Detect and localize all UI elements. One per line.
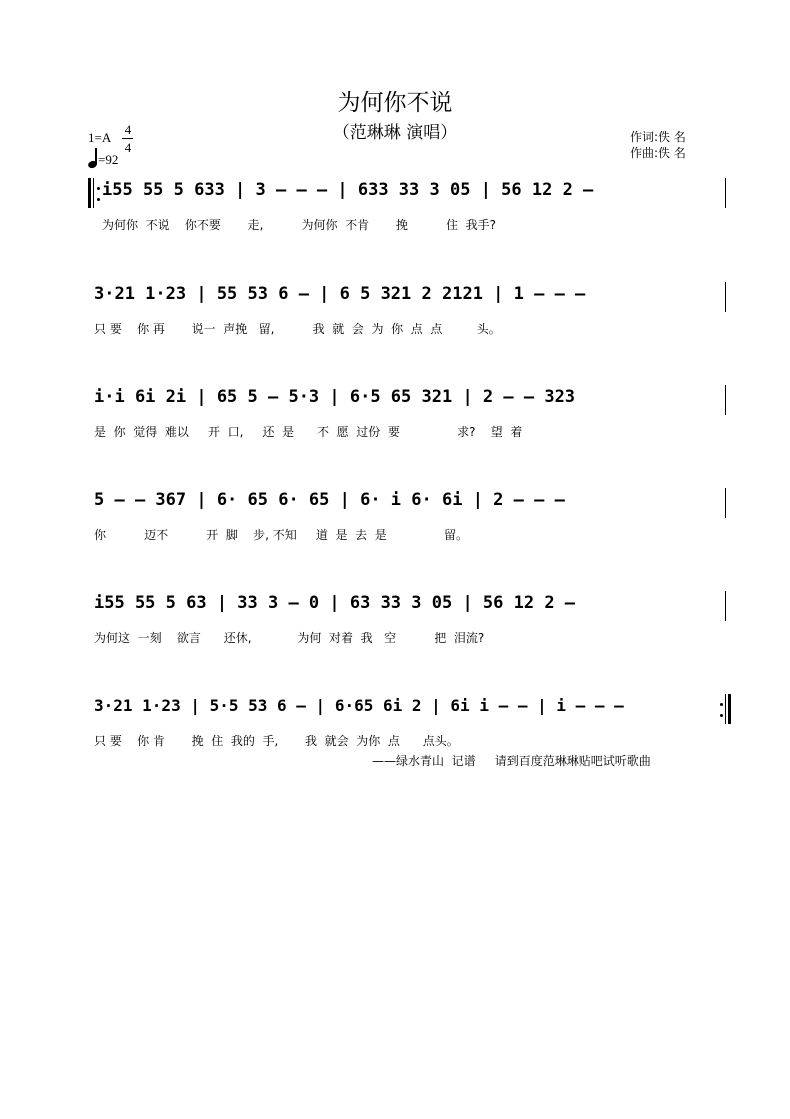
lyricist-credit: 作词:佚 名 <box>630 130 686 144</box>
transcriber-footer: ——绿水青山 记谱 请到百度范琳琳贴吧试听歌曲 <box>372 754 651 768</box>
key-signature: 1=A <box>88 130 112 145</box>
time-signature-bottom: 4 <box>124 140 132 155</box>
repeat-dot <box>97 198 100 201</box>
repeat-end-thick-bar <box>728 694 731 724</box>
notation-line: 3·21 1·23 | 55 53 6 — | 6 5 321 2 2121 | 1 — — — <box>94 284 586 304</box>
lyrics-line: 你 迈不 开 脚 步, 不知 道 是 去 是 留。 <box>94 528 468 542</box>
song-subtitle: （范琳琳 演唱） <box>332 123 458 143</box>
repeat-start-thin-bar <box>93 178 94 208</box>
notation-line: 3·21 1·23 | 5·5 53 6 — | 6·65 6i 2 | 6i i — — | i — — — <box>94 696 624 715</box>
lyrics-line: 为何这 一刻 欲言 还休, 为何 对着 我 空 把 泪流? <box>94 631 485 645</box>
system-end-barline <box>725 591 726 621</box>
repeat-dot <box>720 703 723 706</box>
tempo-marking <box>88 148 118 168</box>
lyrics-line: 只 要 你 再 说一 声挽 留, 我 就 会 为 你 点 点 头。 <box>94 322 501 336</box>
system-end-barline <box>725 282 726 312</box>
notation-line: i55 55 5 63 | 33 3 — 0 | 63 33 3 05 | 56 12 2 — <box>94 593 576 613</box>
quarter-note-icon <box>88 148 98 168</box>
notation-line: i55 55 5 633 | 3 — — — | 633 33 3 05 | 56 12 2 — <box>102 180 594 200</box>
notation-line: 5 — — 367 | 6· 65 6· 65 | 6· i 6· 6i | 2 — — — <box>94 490 565 510</box>
system-end-barline <box>725 385 726 415</box>
time-signature-line <box>122 138 133 139</box>
notation-line: i·i 6i 2i | 65 5 — 5·3 | 6·5 65 321 | 2 — — 323 <box>94 387 576 407</box>
repeat-end-thin-bar <box>725 694 726 724</box>
lyrics-line: 是 你 觉得 难以 开 口, 还 是 不 愿 过份 要 求? 望 着 <box>94 425 523 439</box>
repeat-start-thick-bar <box>88 178 91 208</box>
system-end-barline <box>725 178 726 208</box>
repeat-dot <box>720 714 723 717</box>
lyrics-line: 只 要 你 肯 挽 住 我的 手, 我 就会 为你 点 点头。 <box>94 734 459 748</box>
repeat-dot <box>97 187 100 190</box>
time-signature-top: 4 <box>124 122 132 137</box>
system-end-barline <box>725 488 726 518</box>
lyrics-line: 为何你 不说 你不要 走, 为何你 不肯 挽 住 我手? <box>102 218 497 232</box>
tempo-value: =92 <box>98 152 119 167</box>
composer-credit: 作曲:佚 名 <box>630 146 686 160</box>
song-title: 为何你不说 <box>337 90 453 116</box>
